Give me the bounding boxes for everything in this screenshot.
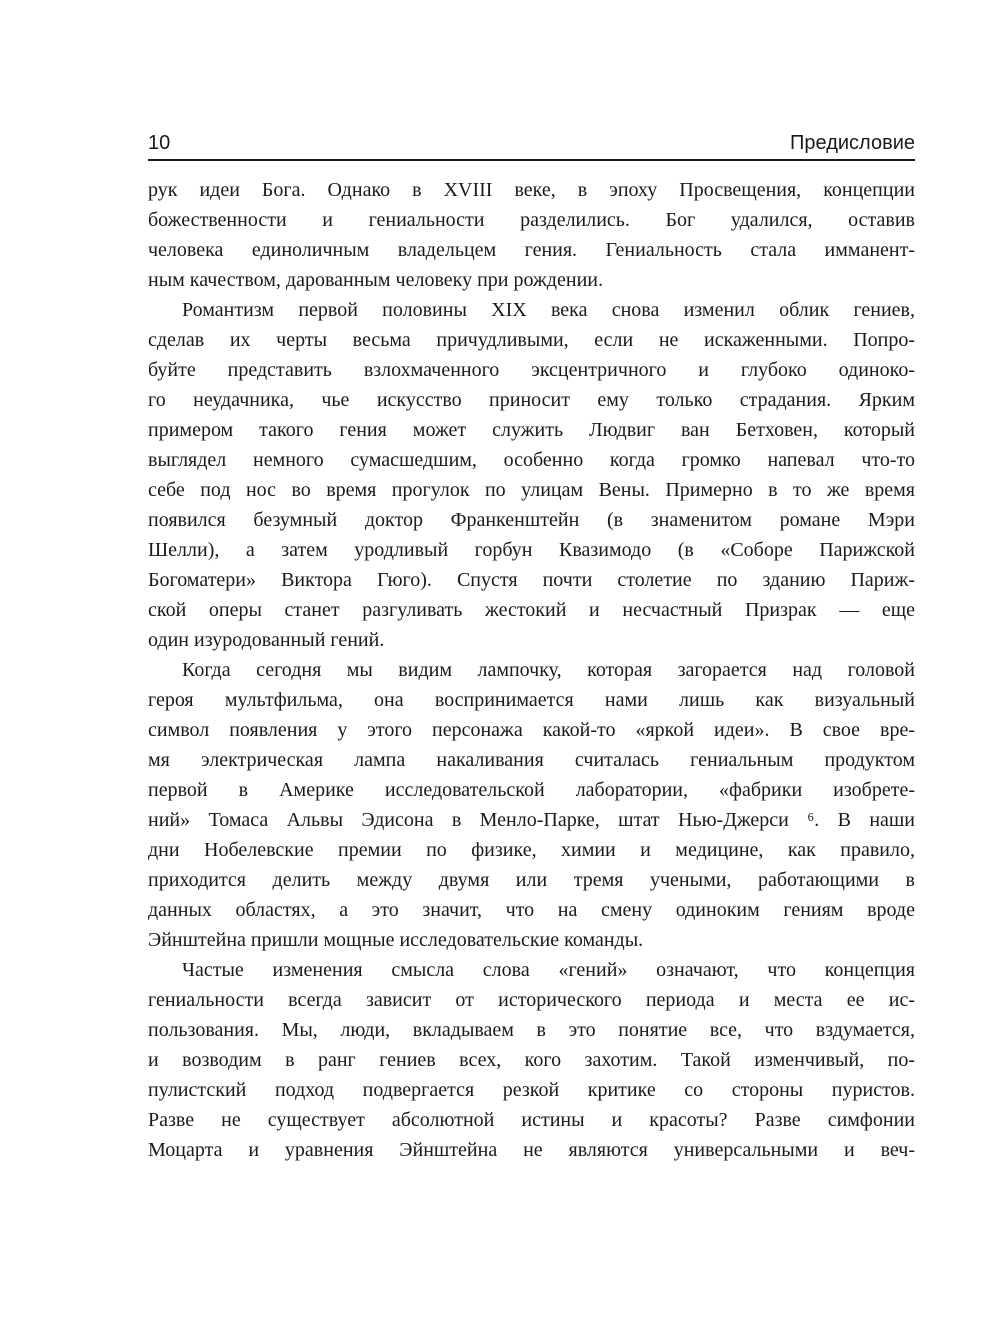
text-line: ным качеством, дарованным человеку при рождении. — [148, 269, 603, 291]
text-line: мя электрическая лампа накаливания считалась гениальным продуктом — [148, 749, 915, 771]
text-line: сделав их черты весьма причудливыми, если не искаженными. Попро- — [148, 329, 915, 351]
paragraph — [148, 175, 915, 295]
text-line: первой в Америке исследовательской лаборатории, «фабрики изобрете- — [148, 779, 915, 801]
text-line: Шелли), а затем уродливый горбун Квазимодо (в «Соборе Парижской — [148, 539, 915, 561]
paragraph — [148, 655, 915, 955]
text-line: приходится делить между двумя или тремя учеными, работающими в — [148, 869, 915, 891]
text-line: себе под нос во время прогулок по улицам Вены. Примерно в то же время — [148, 479, 915, 501]
text-line: буйте представить взлохмаченного эксцентричного и глубоко одиноко- — [148, 359, 915, 381]
text-line: пулистский подход подвергается резкой критике со стороны пуристов. — [148, 1079, 915, 1101]
text-line: выглядел немного сумасшедшим, особенно когда громко напевал что-то — [148, 449, 915, 471]
text-line: дни Нобелевские премии по физике, химии и медицине, как правило, — [148, 839, 915, 861]
text-line: символ появления у этого персонажа какой-то «яркой идеи». В свое вре- — [148, 719, 915, 741]
text-line: Эйнштейна пришли мощные исследовательские команды. — [148, 929, 644, 951]
text-line: ний» Томаса Альвы Эдисона в Менло-Парке, штат Нью-Джерси ⁶. В наши — [148, 809, 915, 831]
text-line: героя мультфильма, она воспринимается нами лишь как визуальный — [148, 689, 915, 711]
text-line: Романтизм первой половины XIX века снова изменил облик гениев, — [182, 299, 915, 321]
text-line: появился безумный доктор Франкенштейн (в знаменитом романе Мэри — [148, 509, 915, 531]
text-line: ской оперы станет разгуливать жестокий и несчастный Призрак — еще — [148, 599, 915, 621]
page-content — [148, 131, 915, 1165]
text-line: Частые изменения смысла слова «гений» означают, что концепция — [182, 959, 915, 981]
running-title: Предисловие — [790, 132, 915, 154]
text-line: человека единоличным владельцем гения. Гениальность стала имманент- — [148, 239, 915, 261]
text-line: примером такого гения может служить Людвиг ван Бетховен, который — [148, 419, 915, 441]
text-line: и возводим в ранг гениев всех, кого захотим. Такой изменчивый, по- — [148, 1049, 915, 1071]
page-number: 10 — [148, 132, 171, 154]
text-line: го неудачника, чье искусство приносит ему только страдания. Ярким — [148, 389, 915, 411]
text-line: пользования. Мы, люди, вкладываем в это понятие все, что вздумается, — [148, 1019, 915, 1041]
text-line: один изуродованный гений. — [148, 629, 385, 651]
paragraph — [148, 955, 915, 1165]
text-line: рук идеи Бога. Однако в XVIII веке, в эпоху Просвещения, концепции — [148, 179, 915, 201]
text-line: Богоматери» Виктора Гюго). Спустя почти столетие по зданию Париж- — [148, 569, 915, 591]
text-line: Моцарта и уравнения Эйнштейна не являются универсальными и веч- — [148, 1139, 915, 1161]
text-line: данных областях, а это значит, что на смену одиноким гениям вроде — [148, 899, 915, 921]
text-line: Разве не существует абсолютной истины и красоты? Разве симфонии — [148, 1109, 915, 1131]
page-header — [148, 131, 915, 155]
text-line: гениальности всегда зависит от исторического периода и места ее ис- — [148, 989, 915, 1011]
text-line: божественности и гениальности разделились. Бог удалился, оставив — [148, 209, 915, 231]
paragraph — [148, 295, 915, 655]
text-line: Когда сегодня мы видим лампочку, которая загорается над головой — [182, 659, 915, 681]
body-text — [148, 175, 915, 1165]
header-rule — [148, 159, 915, 161]
